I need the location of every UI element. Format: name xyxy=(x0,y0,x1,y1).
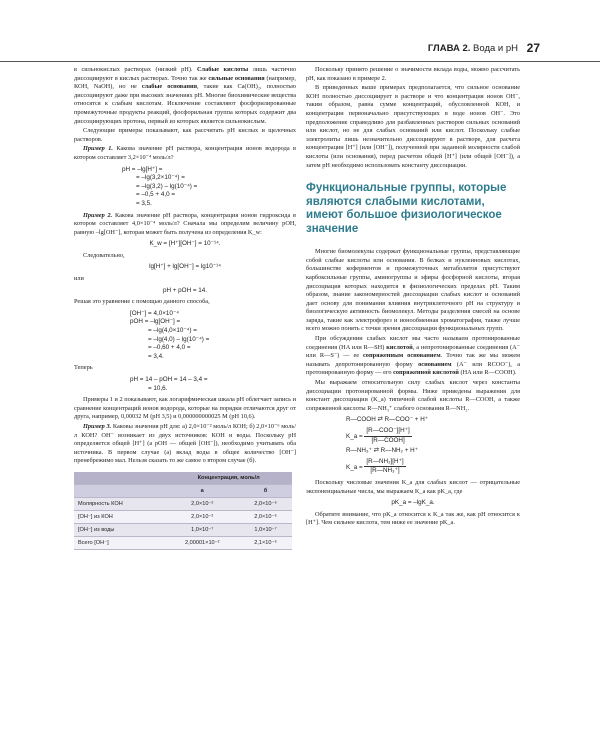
paragraph: Обратите внимание, что pK_a относится к K_a так же, как рН относится к [H⁺]. Чем сильнее кислота, тем ниже ее значение pK_a. xyxy=(306,510,520,527)
example-label: Пример 3. xyxy=(83,422,112,430)
cell-a: 2,0×10⁻² xyxy=(165,511,239,524)
table-header-row xyxy=(74,485,292,498)
fraction xyxy=(364,458,405,476)
text: Какова значение рН раствора, концентрация ионов гидроксида в котором составляет 4,0×10⁻⁴ моль/л? Сначала мы определим величину рОН, равную –lg[OH⁻], которая может быть получена из определения K_w: xyxy=(74,211,296,236)
row-label: Всего [OH⁻] xyxy=(74,537,165,550)
table-group-header: Концентрация, моль/л xyxy=(165,472,292,485)
denominator: [R—NH₃⁺] xyxy=(370,467,400,475)
equation-line: pH = –lg[H⁺] = xyxy=(122,165,163,173)
example-1 xyxy=(74,145,296,162)
term-weak-acids: Слабые кислоты xyxy=(196,66,249,73)
equation-line: = –0,60 + 4,0 = xyxy=(148,344,191,352)
example-2 xyxy=(74,212,296,238)
text: (например, КОН, NaOH), но не xyxy=(74,74,297,91)
text: (HA или R—COOH). xyxy=(460,369,517,377)
table-corner xyxy=(74,472,165,485)
section-heading: Функциональные группы, которые являются слабыми кислотами, имеют большое физиологическое значение xyxy=(306,182,507,235)
row-label: [OH⁻] из КОН xyxy=(74,511,165,524)
table-corner xyxy=(74,485,165,498)
table-row xyxy=(74,537,292,550)
equation-block xyxy=(74,166,296,209)
fraction xyxy=(364,427,411,445)
row-label: [OH⁻] из воды xyxy=(74,524,165,537)
equation-block xyxy=(74,310,296,362)
paragraph: Поскольку числовые значения K_a для слабых кислот — отрицательные экспоненциальные числа, мы выражаем K_a как pK_a, где xyxy=(306,478,520,495)
section-label: Вода и рН xyxy=(473,43,518,54)
text: лишь частично диссоциируют в кислых растворах. Точно так же xyxy=(74,66,296,82)
equation-line: = –0,5 + 4,0 = xyxy=(136,191,176,199)
paragraph: Теперь xyxy=(74,364,93,372)
paragraph: Многие биомолекулы содержат функциональные группы, представляющие собой слабые кислоты или основания. В белках и нуклеиновых кислотах, большинстве коферментов и промежуточных метаболитов присутствуют карбоксильные группы, аминогруппы и эфиры фосфорной кислоты, вторая диссоциация которых находится в физиологических пределах рН. Таким образом, знание закономерностей диссоциации слабых кислот и оснований дает основу для понимания влияния внутриклеточного рН на структуру и биологическую активность биомолекул. Методы разделения смесей на основе заряда, такие как электрофорез и ионообменная хроматография, также лучше всего можно понять с точки зрения диссоциации функциональных групп. xyxy=(306,248,520,333)
paragraph xyxy=(306,335,520,378)
text: . Точно так же мы можем называть депротонированную форму xyxy=(306,352,520,368)
table-row xyxy=(74,524,292,537)
cell-a: 1,0×10⁻⁷ xyxy=(165,524,239,537)
term-conjugate-acid: сопряженной кислотой xyxy=(393,369,459,377)
text: Каковы значения рН для: а) 2,0×10⁻² моль/л КОН; б) 2,0×10⁻⁶ моль/л КОН? OH⁻ возникает из двух источников: КОН и воды. Поскольку рН определяется общей [H⁺] (а рОН — общей [OH⁻]), необходимо учитывать оба источника. В первом случае (а) вклад воды в общее количество [OH⁻] пренебрежимо мал. Нельзя сказать то же самое о втором случае (б). xyxy=(74,422,297,465)
text: При обсуждении слабых кислот мы часто называем протонированные соединения (HA или R—SH) xyxy=(306,335,520,351)
page-number: 27 xyxy=(526,41,540,55)
ka-label: K_a = xyxy=(346,463,363,471)
term-base: основанием xyxy=(418,360,452,368)
numerator: [R—COO⁻][H⁺] xyxy=(364,427,411,437)
cell-b: 2,1×10⁻⁶ xyxy=(239,537,292,550)
equation-pka: pK_a = –lgK_a. xyxy=(391,499,435,507)
cell-b: 2,0×10⁻⁶ xyxy=(239,511,292,524)
chapter-label: ГЛАВА 2. xyxy=(427,43,471,54)
numerator: [R—NH₂][H⁺] xyxy=(364,458,405,468)
paragraph: Примеры 1 и 2 показывают, как логарифмическая шкала рН облегчает запись и сравнение концентраций ионов водорода, которые на порядки отличаются друг от друга, например, 0,00032 М (рН 3,5) и 0,000000000025 М (рН 10,6). xyxy=(74,396,296,421)
denominator: [R—COOH] xyxy=(371,436,405,444)
table-row xyxy=(74,498,292,511)
paragraph: Мы выражаем относительную силу слабых кислот через константы диссоциации протонированной формы. Ниже приведены выражения для констант диссоциации (K_a) типичной слабой кислоты R—COOH, а также сопряженной кислоты R—NH₃⁺ слабого основания R—NH₂. xyxy=(306,379,520,412)
cell-a: 2,0×10⁻² xyxy=(165,498,239,511)
paragraph: Поскольку принято решение о значимости вклада воды, можно рассчитать рН, как показано в примере 2. xyxy=(306,66,520,82)
equation-block xyxy=(74,376,296,393)
example-label: Пример 2. xyxy=(83,211,113,219)
example-label: Пример 1. xyxy=(83,145,113,153)
cell-b: 2,0×10⁻⁶ xyxy=(239,498,292,511)
equation-block xyxy=(306,416,520,476)
header-rule xyxy=(0,61,600,62)
equation-line: = 10,6. xyxy=(148,384,168,392)
equation-line: = 3,4. xyxy=(148,352,164,360)
row-label: Молярность КОН xyxy=(74,498,165,511)
equation-line: [OH⁻] = 4,0×10⁻⁴ xyxy=(130,309,179,317)
text: (A⁻ или RCOO⁻), а протонированную форму — его xyxy=(306,360,520,377)
equation-line: R—NH₃⁺ ⇄ R—NH₂ + H⁺ xyxy=(346,447,419,455)
equation-sum: pH + pOH = 14. xyxy=(162,286,208,294)
equation-line: = –lg(4,0) – lg(10⁻⁴) = xyxy=(148,335,210,343)
cell-b: 1,0×10⁻⁷ xyxy=(239,524,292,537)
table-header-row xyxy=(74,472,292,485)
left-column xyxy=(74,66,296,550)
paragraph xyxy=(74,66,296,126)
ka-expression xyxy=(346,458,520,476)
paragraph: Следовательно, xyxy=(83,251,125,259)
concentration-table xyxy=(74,472,292,551)
column-header-a: а xyxy=(165,485,239,498)
text: , такие как Ca(OH)₂, полностью диссоциируют даже при высоких значениях рН. Многие биохимические вещества относятся к слабым кислотам. Исключение составляют фосфорилированные промежуточные продукты реакций, фосфорильная группа которых содержит два диссоциирующих протона, первый из которых является сильнокислым. xyxy=(74,83,297,125)
equation-line: = –lg(3,2) – lg(10⁻⁴) = xyxy=(136,182,198,190)
term-weak-bases: слабые основания xyxy=(141,83,198,91)
term-acid: кислотой xyxy=(386,343,413,351)
text: , а непротонированные соединения (A⁻ или R—S⁻) — ее xyxy=(306,343,521,360)
page-header xyxy=(0,0,600,62)
text: в сильнокислых растворах (низкий рН). xyxy=(74,66,193,73)
ka-expression xyxy=(346,427,520,445)
paragraph: Решая это уравнение с помощью данного способа, xyxy=(74,298,210,306)
ka-label: K_a = xyxy=(346,432,363,440)
paragraph: В приведенных выше примерах предполагается, что сильное основание КОН полностью диссоциирует в растворе и что концентрация ионов OH⁻, таким образом, равна сумме концентраций, обусловленной КОН, и концентрации первоначально присутствующих в воде ионов OH⁻. Это предположение справедливо для разбавленных растворов сильных оснований или кислот, но не для слабых оснований или кислот. Поскольку слабые электролиты лишь незначительно диссоциируют в растворе, для расчета концентрации [H⁺] (или [OH⁻]), полученной при заданной молярности слабой кислоты (или основания), перед расчетом общей [H⁺] (или общей [OH⁻]), а затем рН необходимо использовать константу диссоциации. xyxy=(306,84,520,169)
paragraph: или xyxy=(74,275,84,283)
equation-line: R—COOH ⇄ R—COO⁻ + H⁺ xyxy=(346,416,429,424)
term-strong-bases: сильные основания xyxy=(208,74,265,82)
right-column xyxy=(306,66,520,529)
cell-a: 2,00001×10⁻² xyxy=(165,537,239,550)
example-3 xyxy=(74,423,296,466)
equation-kw: K_w = [H⁺][OH⁻] = 10⁻¹⁴. xyxy=(149,240,221,248)
equation-line: = –lg(3,2×10⁻⁴) = xyxy=(136,174,185,182)
running-head xyxy=(428,43,518,54)
table-row xyxy=(74,511,292,524)
equation-line: = –lg(4,0×10⁻⁴) = xyxy=(148,327,197,335)
term-conjugate-base: сопряженным основанием xyxy=(363,352,441,360)
equation-line: pOH = –lg[OH⁻] = xyxy=(130,318,181,326)
equation-line: = 3,5. xyxy=(136,199,152,207)
column-header-b: б xyxy=(239,485,292,498)
equation-lg: lg[H⁺] + lg[OH⁻] = lg10⁻¹⁴ xyxy=(149,263,221,271)
text: Какова значение рН раствора, концентрация ионов водорода в котором составляет 3,2×10⁻⁴ моль/л? xyxy=(74,145,296,161)
equation-line: pH = 14 – pOH = 14 – 3,4 = xyxy=(130,376,208,383)
paragraph: Следующие примеры показывают, как рассчитать рН кислых и щелочных растворов. xyxy=(74,127,296,143)
